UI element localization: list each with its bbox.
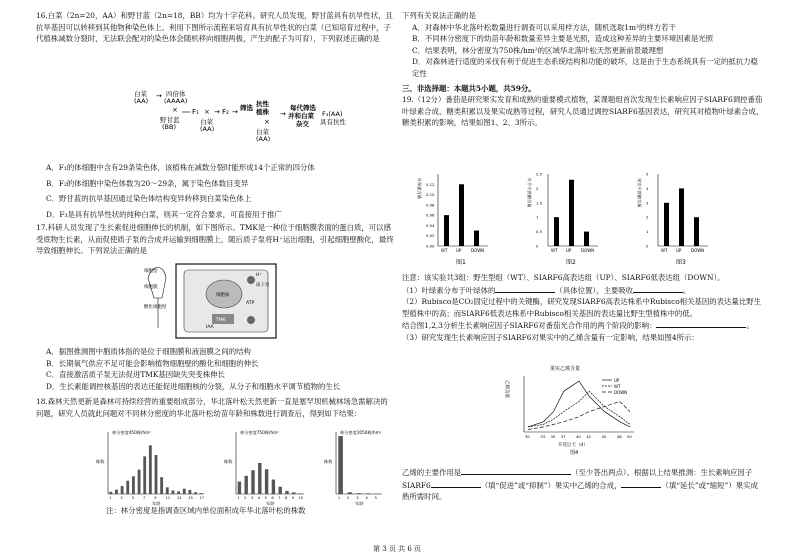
- fig-bar: [554, 217, 559, 246]
- q19-part1-end: 。: [683, 285, 691, 295]
- c-nucleus: 细胞核: [216, 293, 230, 298]
- q16-option-a: A．F₁的体细胞中含有29条染色体，该植株在减数分裂时能形成14个正常的四分体: [46, 163, 315, 172]
- q18-bar: [172, 490, 175, 494]
- fig-ytick: 0: [646, 243, 649, 249]
- fig-ytick: 3: [646, 200, 649, 206]
- q18-ylabel: 株数: [96, 459, 105, 464]
- q18-tick-label: 1: [109, 496, 112, 500]
- q19-part3b-text2: （至少答出两点）。根据以上结果推测：生长素响应因子SIARF6: [402, 468, 753, 490]
- q19-fig4-svg: [502, 362, 662, 462]
- q18-tick-label: 5: [374, 496, 377, 500]
- fig-ytick: 0.04: [426, 222, 435, 228]
- q18-bar: [357, 493, 362, 494]
- fig-ytick: 5: [646, 171, 649, 177]
- fig-ytick: 0.12: [426, 181, 435, 187]
- page-footer: 第 3 页 共 6 页: [372, 545, 422, 553]
- q19-part2: （2）Rubisco是CO₂固定过程中的关键酶，研究发现SIARF6高表达株系中Rubisco相关基因的表达量比野生型植株中的高；而SIARF6低表达株系中Rubisco相关基因的表达量比野生型植株中的低。: [402, 297, 761, 318]
- fig-ylabel: 果实中蔗糖含量: [637, 178, 642, 208]
- breeding-flow-svg: [132, 88, 352, 154]
- q18-bar: [166, 487, 169, 494]
- q18-tick-label: 8: [284, 496, 288, 500]
- q18-tick-label: 11: [165, 496, 171, 500]
- q18-tick-label: 1: [237, 496, 240, 500]
- fig4-xtick: 40: [576, 434, 581, 439]
- q18-tick-label: 2: [347, 496, 350, 500]
- d-x1: ×: [172, 106, 178, 114]
- fig4-title: 果实乙烯含量: [550, 366, 581, 372]
- fig-bar: [584, 232, 589, 246]
- q16-option-c: C．野甘蓝的抗旱基因通过染色体结构变异转移到白菜染色体上: [46, 194, 252, 204]
- q19-stem: 19.（12分）番茄是研究果实发育和成熟的重要模式植物，某课题组首次发现生长素响应因子SIARF6调控番茄叶绿素合成、糖类积累以及果实成熟等过程，研究人员通过调控SIARF6基因表达，研究其对植物叶绿素合成、糖类积累的影响，结果如图1、2、3所示。: [402, 95, 764, 128]
- q18-bar: [149, 445, 152, 494]
- fig-xtick: DOWN: [581, 248, 595, 253]
- q19-part1: [402, 284, 764, 297]
- q18-bar: [200, 493, 203, 494]
- d-bb: (BB): [162, 123, 176, 131]
- pump-shape: [247, 276, 255, 284]
- d-aa2: (AA): [200, 125, 215, 133]
- q19-part2b-text: 结合图1,2,3分析生长素响应因子SIARF6对番茄光合作用的两个阶段的影响：: [402, 321, 657, 331]
- fig-ytick: 1.5: [536, 200, 543, 206]
- q18-xlabel: 年龄: [355, 501, 364, 506]
- q17-options: [36, 346, 394, 392]
- q18-tick-label: 10: [298, 496, 304, 500]
- q18-tick-label: 2: [244, 496, 247, 500]
- q18-bar: [143, 456, 146, 494]
- d-plant: 植株: [256, 108, 269, 116]
- fig4-ylabel: 乙烯含量: [504, 380, 509, 398]
- q18-chart-title: 林分密度450株/hm²: [112, 430, 151, 435]
- q19-blank2[interactable]: [633, 284, 683, 293]
- fig-ytick: 4: [646, 185, 649, 191]
- c-acid: 酸化细胞壁: [144, 305, 167, 310]
- fig-bar: [694, 217, 699, 246]
- c-iaa: IAA: [206, 325, 214, 330]
- q18-tick-label: 17: [199, 496, 205, 500]
- q18-tick-label: 7: [143, 496, 146, 500]
- q19-part3b-end: （填“延长”或“缩短”）果实成熟所需时间。: [402, 480, 758, 502]
- q18-option-a: A．对森林中华北落叶松数量进行调查可以采用样方法，随机选取1m²的样方若干: [412, 22, 676, 32]
- q18-xlabel: 年龄: [266, 501, 275, 506]
- d-resist: 抗性: [256, 100, 269, 108]
- q18-stem: 18.森林天然更新是森林可持续经营的重要组成部分，华北落叶松天然更新一直是塞罕坝机械林场急需解决的问题，研究人员就此问题对不同林分密度的华北落叶松幼苗年龄和株数进行调查后，得到如下结果：: [36, 397, 388, 418]
- q18-bar: [292, 492, 295, 494]
- d-aa3: (AA): [256, 135, 271, 143]
- q18-bar: [366, 493, 371, 494]
- q18-ylabel: 株数: [324, 459, 333, 464]
- q16-flow-diagram: [132, 88, 352, 154]
- fig-bar: [679, 188, 684, 246]
- d-baicai3: 白菜: [256, 128, 269, 136]
- fig-ytick: 0.08: [426, 202, 435, 208]
- q17-cell-diagram: [146, 258, 296, 342]
- fig4-caption: 图4: [570, 450, 579, 456]
- q19-part2b: [402, 319, 764, 332]
- cell-svg: [146, 258, 296, 342]
- q18-bar: [121, 486, 124, 494]
- q18-chart-title: 林分密度750株/hm²: [240, 430, 279, 435]
- q17-option-d: D．生长素能调控核基因的表达还能促进细胞核的分裂，从分子和细胞水平调节植物的生长: [46, 381, 341, 391]
- q18-option-c: C．结果表明，林分密度为750株/hm²的区域华北落叶松天然更新前景最理想: [412, 45, 664, 55]
- d-cross: 杂交: [296, 120, 309, 128]
- fig-ytick: 0.06: [426, 212, 435, 218]
- q18-bar: [126, 481, 129, 494]
- fig-bar: [444, 215, 449, 246]
- fig-bar: [569, 180, 574, 246]
- q17-option-a: A．据图推测图中胞质体指的是位于细胞膜和液泡膜之间的结构: [46, 347, 251, 356]
- c-membrane: 细胞膜: [144, 285, 158, 290]
- c-proton: H⁺: [256, 273, 262, 278]
- fig-ytick: 2: [536, 185, 539, 191]
- fig4-xtick: 45: [601, 434, 607, 439]
- d-arrow2: →: [214, 108, 220, 116]
- q18-bar: [132, 476, 135, 494]
- fig-ylabel: 叶绿素含量: [417, 178, 422, 199]
- fig-ytick: 2.5: [536, 171, 543, 177]
- fig-xtick: DOWN: [471, 248, 485, 253]
- fig-ytick: 0.00: [426, 243, 435, 249]
- fig4-line-down: [528, 402, 630, 430]
- fig-ytick: 1: [536, 214, 539, 220]
- q19-part3b: [402, 466, 764, 503]
- fig-caption: 图1: [456, 259, 466, 266]
- q18-tick-label: 1: [337, 496, 341, 500]
- q18-option-d: D．对森林进行适度的采伐有利于促进生态系统结构和功能的破坏，这是由于生态系统具有一定的抵抗力稳定性: [412, 57, 758, 78]
- c-cellwall: 细胞壁: [144, 269, 158, 274]
- q19-blank4[interactable]: [461, 466, 571, 475]
- q18-tick-label: 13: [176, 496, 182, 500]
- q18-ylabel: 株数: [224, 459, 233, 464]
- q18-tick-label: 15: [188, 496, 193, 500]
- fig4-xlabel: 开花后天（d）: [558, 443, 588, 448]
- q18-bar: [115, 490, 118, 494]
- q19-fig123: [402, 166, 764, 270]
- d-fn: F₃(AA): [322, 110, 343, 118]
- fig-xtick: WT: [661, 248, 668, 253]
- q18-tick-label: 9: [154, 496, 157, 500]
- q18-bar: [258, 463, 261, 494]
- fig-ytick: 2: [646, 214, 649, 220]
- d-back: 并和白菜: [288, 112, 314, 120]
- q19-blank1[interactable]: [495, 284, 555, 293]
- q18-bar: [188, 490, 191, 494]
- q18-bar: [183, 489, 186, 494]
- fig-xtick: WT: [551, 248, 558, 253]
- q18-bar: [238, 482, 241, 494]
- q19-part3b-text: 乙烯的主要作用是: [402, 468, 462, 477]
- d-arrow4: →: [280, 110, 286, 118]
- q19-fig4: [502, 362, 662, 462]
- q19-part3: （3）研究发现生长素响应因子SIARF6对果实中的乙烯含量有一定影响，结果如图4所示：: [402, 332, 699, 342]
- q18-tick-label: 5: [264, 496, 267, 500]
- fig-ytick: 1: [646, 229, 649, 235]
- fig-ylabel: 叶片中蔗糖含量: [527, 178, 532, 208]
- d-x3: ×: [264, 118, 270, 126]
- q18-tick-label: 3: [356, 496, 359, 500]
- q19-part1-text2: （具体位置），主要吸收: [555, 285, 634, 295]
- d-aaaa: (AAAA): [164, 97, 188, 105]
- q19-note: 注意：该实验共3组：野生型组（WT）、SIARF6高表达组（UP）、SIARF6低表达组（DOWN）。: [402, 273, 725, 282]
- q18-bar: [265, 469, 268, 494]
- q16-option-b: B．F₂的体细胞中染色体数为20～29条，属于染色体数目变异: [46, 178, 249, 188]
- fig-caption: 图2: [566, 259, 576, 266]
- q18-bar: [138, 470, 141, 494]
- q19-part2b-end: 。: [746, 321, 754, 331]
- d-traits: 具有抗性: [320, 118, 346, 126]
- q19-fig123-svg: [402, 166, 764, 270]
- q18-tick-label: 3: [250, 496, 254, 500]
- q18-bar: [245, 476, 248, 494]
- d-tetra: 四倍体: [166, 90, 186, 98]
- q16-stem: 16.白菜（2n=20，AA）和野甘蓝（2n=18，BB）均为十字花科。研究人员发现，野甘蓝具有抗旱性状，且抗旱基因可以转移到其他物种染色体上。利用下图所示流程来培育具有抗旱性状的白菜（已知培育过程中，子代植株减数分裂时，无法联会配对的染色体会随机移向细胞两极，产生的配子为可育），下列叙述正确的是: [36, 11, 393, 44]
- q18-bar: [177, 491, 180, 494]
- fig4-xtick: 33: [540, 434, 546, 439]
- fig4-legend-label: WT: [614, 384, 621, 389]
- fig-bar: [474, 231, 479, 246]
- q19-blank6[interactable]: [621, 479, 661, 488]
- q17-stem: 17.科研人员发现了生长素促进细胞伸长的机制，如下图所示。TMK是一种位于细胞膜表面的蛋白质，可以感受底物生长素，从而促使质子泵的合成并运输到细胞膜上，随后质子泵将H⁺运出细胞，引起细胞壁酸化，最终导致细胞伸长。下列说法正确的是: [36, 223, 394, 256]
- d-f2: F₂: [222, 108, 229, 116]
- fig-ytick: 0.5: [536, 229, 543, 235]
- d-f1: F₁: [192, 108, 199, 116]
- fig-ytick: 0: [536, 243, 539, 249]
- fig-ytick: 0.02: [426, 233, 435, 239]
- d-select: 筛选: [240, 104, 253, 112]
- q18-tick-label: 6: [271, 496, 274, 500]
- d-arrow3: →: [232, 108, 238, 116]
- d-x2: ×: [204, 108, 210, 116]
- q19-part1-text: （1）叶绿素分布于叶绿体的: [402, 285, 496, 295]
- section-heading: 三、非选择题：本题共5小题，共59分。: [402, 83, 536, 93]
- q19-blank3[interactable]: [656, 319, 746, 328]
- d-wild: 野甘蓝: [160, 116, 180, 124]
- c-atp: ATP: [246, 301, 255, 306]
- fig4-xtick: 37: [560, 434, 566, 439]
- fig-xtick: DOWN: [691, 248, 705, 253]
- q18-bar: [299, 493, 302, 494]
- q18-bar: [155, 455, 158, 494]
- fig4-legend-label: UP: [614, 378, 620, 383]
- q18-charts: [96, 424, 396, 510]
- q18-tick-label: 4: [257, 496, 261, 500]
- fig-xtick: WT: [441, 248, 448, 253]
- q18-tick-label: 3: [120, 496, 123, 500]
- q17-option-c: C．直接激活质子泵无法促进TMK基因缺失突变株伸长: [46, 370, 225, 380]
- q18-bar: [338, 436, 343, 494]
- q18-bar: [272, 480, 275, 494]
- q18-xlabel: 年龄: [152, 501, 161, 506]
- q18-bar: [348, 492, 353, 494]
- d-aa1: (AA): [134, 97, 149, 105]
- fig-bar: [459, 184, 464, 246]
- q18-bar: [251, 470, 254, 494]
- fig-ytick: 0.10: [426, 192, 435, 198]
- fig4-xtick: 48: [616, 434, 622, 439]
- q19-blank5[interactable]: [431, 479, 481, 488]
- q18-option-b: B．不同林分密度下的幼苗年龄和数量差异主要是光照，造成这种差异的主要环境因素是光照: [412, 34, 714, 44]
- pump2-shape: [247, 316, 255, 324]
- q18-note: 注：林分密度是指调查区域内单位面积成年华北落叶松的株数: [106, 506, 306, 515]
- q18-bar: [194, 492, 197, 494]
- q18-bar: [279, 487, 282, 494]
- fig4-xtick: 35: [550, 434, 556, 439]
- q17-option-b: B．长期氧气供应不足可能会影响植物细胞壁的酸化和细胞的伸长: [46, 358, 259, 368]
- fig-caption: 图3: [676, 259, 686, 266]
- q18-tick-label: 7: [278, 496, 281, 500]
- d-baicai2: 白菜: [200, 118, 213, 126]
- q16-options: [36, 162, 394, 220]
- c-tmk: TMK: [216, 318, 226, 323]
- fig4-xtick: 50: [627, 434, 632, 439]
- q18-chart-title: 林分密度1050株/hm²: [340, 430, 382, 435]
- fig4-xtick: 42: [586, 434, 592, 439]
- q18-tick-label: 5: [131, 496, 135, 500]
- fig-xtick: UP: [676, 248, 682, 253]
- fig-bar: [664, 203, 669, 246]
- d-gen: 每代筛选: [290, 104, 316, 112]
- fig4-xtick: 30: [525, 434, 530, 439]
- d-baicai1: 白菜: [134, 90, 147, 98]
- fig-xtick: UP: [566, 248, 572, 253]
- q19-part3b-text3: （填“促进”或“抑制”）果实中乙烯的合成，: [480, 480, 622, 490]
- d-arrow1: →: [156, 92, 162, 100]
- fig4-legend-label: DOWN: [614, 390, 628, 395]
- c-pump: 质子泵: [256, 283, 270, 288]
- right-intro: 下列有关说法正确的是: [402, 11, 476, 20]
- fig-xtick: UP: [456, 248, 462, 253]
- q18-charts-svg: [96, 424, 396, 510]
- q18-bar: [285, 491, 288, 494]
- q18-bar: [109, 492, 112, 494]
- q18-tick-label: 9: [291, 496, 295, 500]
- q16-option-d: D．F₃是具有抗旱性状的纯种白菜，则其一定符合要求，可直接用于推广: [46, 209, 282, 219]
- q18-bar: [160, 477, 163, 494]
- q18-tick-label: 4: [365, 496, 368, 500]
